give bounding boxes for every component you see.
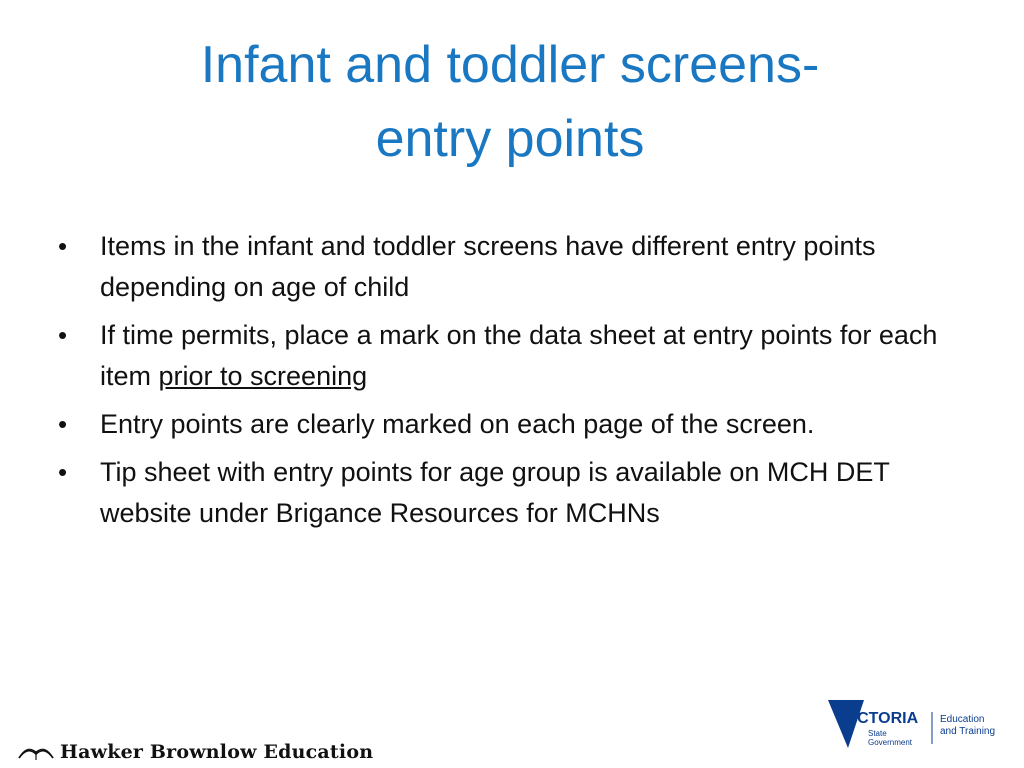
slide-title [60, 28, 960, 176]
hawker-brownlow-logo [18, 738, 373, 766]
bullet-item [58, 452, 978, 534]
bullet-item [58, 404, 978, 445]
state-label: State [868, 729, 887, 738]
bullet-item [58, 226, 978, 308]
bullet-dot-icon: • [58, 231, 68, 261]
open-book-icon [18, 741, 54, 763]
bullet-item [58, 315, 978, 397]
victoria-wordmark: VICTORIA [842, 710, 919, 727]
bullet-text: Tip sheet with entry points for age group is available on MCH DET website under Brigance Resources for MCHNs [100, 457, 890, 528]
bullet-dot-icon: • [58, 457, 68, 487]
bullet-list [58, 226, 978, 541]
bullet-underlined-text: prior to screening [158, 361, 368, 391]
government-label: Government [868, 738, 913, 747]
victoria-government-logo [828, 698, 1008, 750]
publisher-name: Hawker Brownlow Education [60, 741, 374, 763]
title-line-2: entry points [375, 110, 645, 168]
bullet-text: Entry points are clearly marked on each page of the screen. [100, 409, 815, 439]
bullet-dot-icon: • [58, 409, 68, 439]
bullet-dot-icon: • [58, 320, 68, 350]
bullet-text: Items in the infant and toddler screens have different entry points depending on age of child [100, 231, 876, 302]
department-line-2: and Training [940, 726, 996, 737]
department-line-1: Education [940, 714, 985, 725]
title-line-1: Infant and toddler screens- [200, 36, 820, 94]
bullet-text: If time permits, place a mark on the data sheet at entry points for each item [100, 320, 938, 391]
